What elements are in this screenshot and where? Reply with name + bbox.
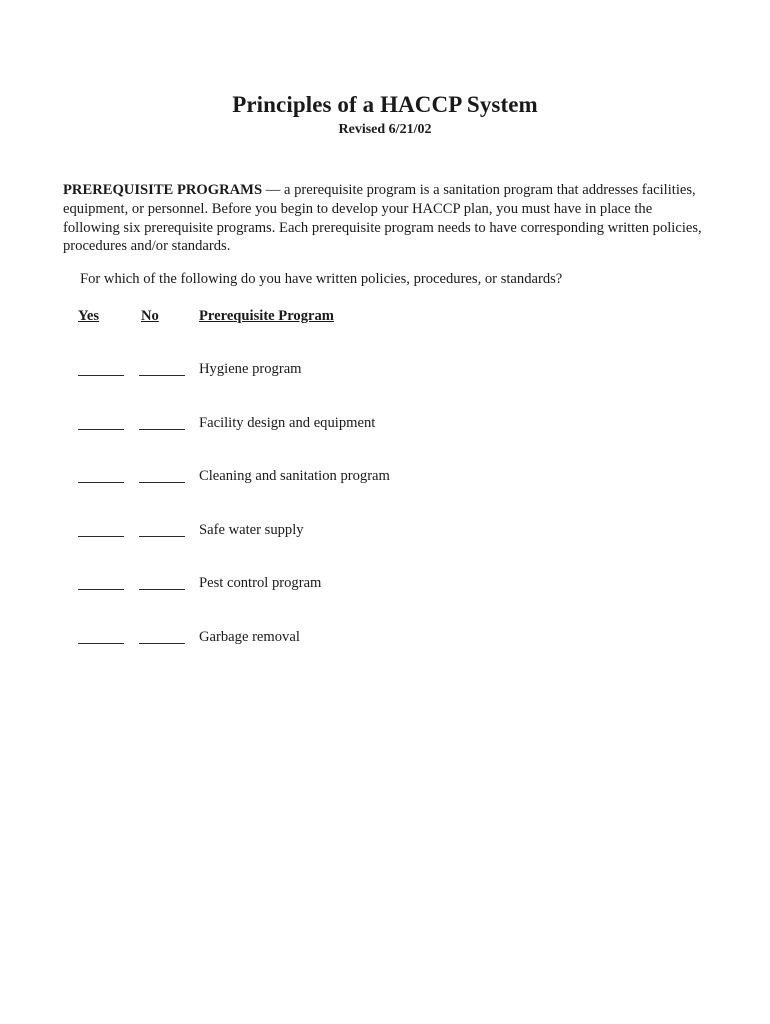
program-row [0, 629, 770, 649]
program-label: Safe water supply [199, 522, 304, 538]
program-row [0, 361, 770, 381]
column-header-yes: Yes [78, 308, 100, 324]
program-row [0, 575, 770, 595]
program-row [0, 522, 770, 542]
intro-text: — a prerequisite program is a sanitation program that addresses facilities, equipment, or personnel. Before you begin to develop your HACCP plan, you must have in place the following six prerequisite programs. Each prerequisite program needs to have corresponding written policies, procedures and/or standards. [63, 182, 702, 255]
program-label: Hygiene program [199, 361, 302, 377]
column-header-program: Prerequisite Program [199, 308, 334, 324]
no-blank-field[interactable] [139, 643, 185, 644]
column-header-no: No [141, 308, 159, 324]
program-row [0, 468, 770, 488]
program-label: Cleaning and sanitation program [199, 468, 390, 484]
intro-lead: PREREQUISITE PROGRAMS [63, 182, 263, 198]
no-blank-field[interactable] [139, 482, 185, 483]
yes-blank-field[interactable] [78, 643, 124, 644]
program-label: Facility design and equipment [199, 415, 376, 431]
no-blank-field[interactable] [139, 429, 185, 430]
yes-blank-field[interactable] [78, 375, 124, 376]
yes-blank-field[interactable] [78, 536, 124, 537]
program-label: Pest control program [199, 575, 322, 591]
revision-date: Revised 6/21/02 [338, 122, 432, 137]
program-label: Garbage removal [199, 629, 300, 645]
no-blank-field[interactable] [139, 375, 185, 376]
yes-blank-field[interactable] [78, 429, 124, 430]
no-blank-field[interactable] [139, 589, 185, 590]
yes-blank-field[interactable] [78, 482, 124, 483]
intro-paragraph [63, 181, 703, 256]
program-row [0, 415, 770, 435]
question-text: For which of the following do you have written policies, procedures, or standards? [80, 271, 563, 287]
no-blank-field[interactable] [139, 536, 185, 537]
yes-blank-field[interactable] [78, 589, 124, 590]
document-title: Principles of a HACCP System [232, 92, 538, 117]
